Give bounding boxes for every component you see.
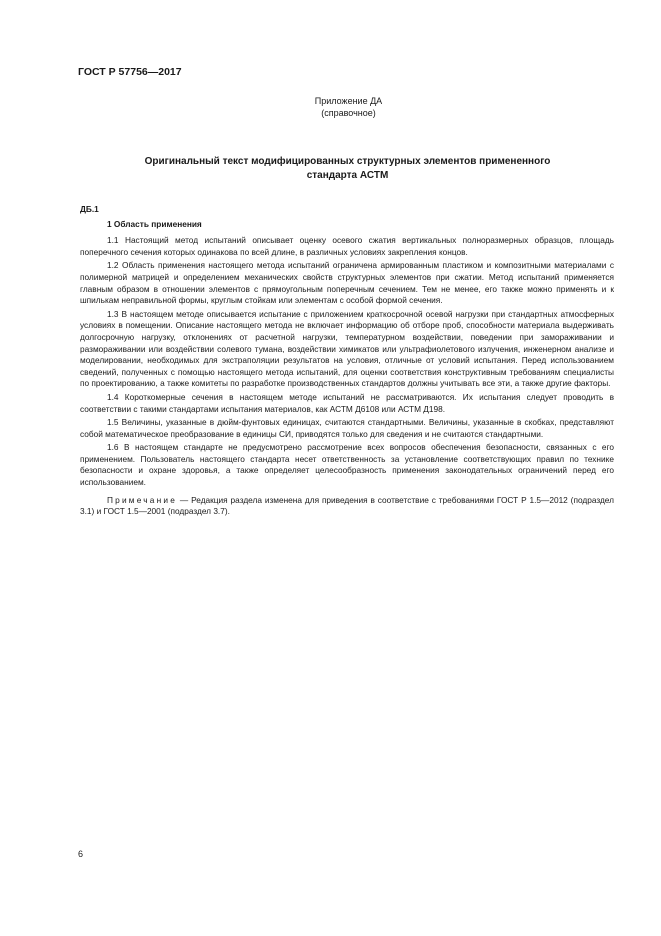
title-line-2: стандарта АСТМ (306, 170, 389, 181)
title-line-1: Оригинальный текст модифицированных структурных элементов примененного (144, 156, 551, 167)
paragraph-1-1: 1.1 Настоящий метод испытаний описывает оценку осевого сжатия вертикальных полноразмерных образцов, площадь поперечного сечения которых одинакова по всей длине, в различных условиях закрепления концов. (80, 235, 614, 257)
appendix-kind: (справочное) (321, 108, 376, 118)
paragraph-1-5: 1.5 Величины, указанные в дюйм-фунтовых единицах, считаются стандартными. Величины, указанные в скобках, представляют собой математическое преобразование в единицы СИ, приводятся только для сведения и не считаются стандартными. (80, 417, 614, 439)
paragraph-1-2: 1.2 Область применения настоящего метода испытаний ограничена армированным пластиком и композитными материалами с полимерной матрицей и определением механических свойств структурных элементов при сжатии. Метод испытаний применяется главным образом в отношении элементов с прямоугольным поперечным сечением. Тем не менее, его также можно применять и к шпилькам неправильной формы, круглым стойкам или элементам с особой формой сечения. (80, 260, 614, 306)
note-paragraph (80, 495, 614, 518)
appendix-label: Приложение ДА (314, 96, 383, 106)
paragraph-1-4: 1.4 Короткомерные сечения в настоящем методе испытаний не рассматриваются. Их испытания следует проводить в соответствии с такими стандартами испытания материалов, как АСТМ Д6108 или АСТМ Д198. (80, 391, 614, 414)
section-heading: 1 Область применения (107, 218, 202, 229)
note-text: — Редакция раздела изменена для приведения в соответствие с требованиями ГОСТ Р 1.5—2012 (подраздел 3.1) и ГОСТ 1.5—2001 (подраздел 3.7). (80, 494, 614, 517)
page-number: 6 (78, 849, 84, 859)
note-label: Примечание (107, 494, 178, 505)
page-title (100, 155, 595, 183)
doc-header-code: ГОСТ Р 57756—2017 (78, 66, 182, 78)
appendix-label-block (0, 95, 661, 119)
paragraph-1-3: 1.3 В настоящем методе описывается испытание с приложением краткосрочной осевой нагрузки при стандартных атмосферных условиях в помещении. Описание настоящего метода не включает информацию об отборе проб, способности материала выдерживать долгосрочную нагрузку, отклонениях от расчетной нагрузки, температурном воздействии, поведении при замораживании и размораживании или воздействии солевого тумана, воздействии химикатов или ультрафиолетового излучения, инженерном анализе и моделировании, необходимых для экстраполяции результатов на условия, отличные от условий испытания. Перед использованием сведений, полученных с помощью настоящего метода испытаний, для оценки соответствия конструктивным требованиям специалисты по проектированию, а также комитеты по разработке производственных стандартов должны учитывать все эти, а также другие факторы. (80, 308, 614, 389)
section-code: ДБ.1 (80, 204, 99, 214)
section-body (80, 204, 614, 520)
paragraph-1-6: 1.6 В настоящем стандарте не предусмотрено рассмотрение всех вопросов обеспечения безопасности, связанных с его применением. Пользователь настоящего стандарта несет ответственность за установление соответствующих правил по технике безопасности и охране здоровья, а также определяет целесообразность применения законодательных ограничений перед его использованием. (80, 442, 614, 488)
